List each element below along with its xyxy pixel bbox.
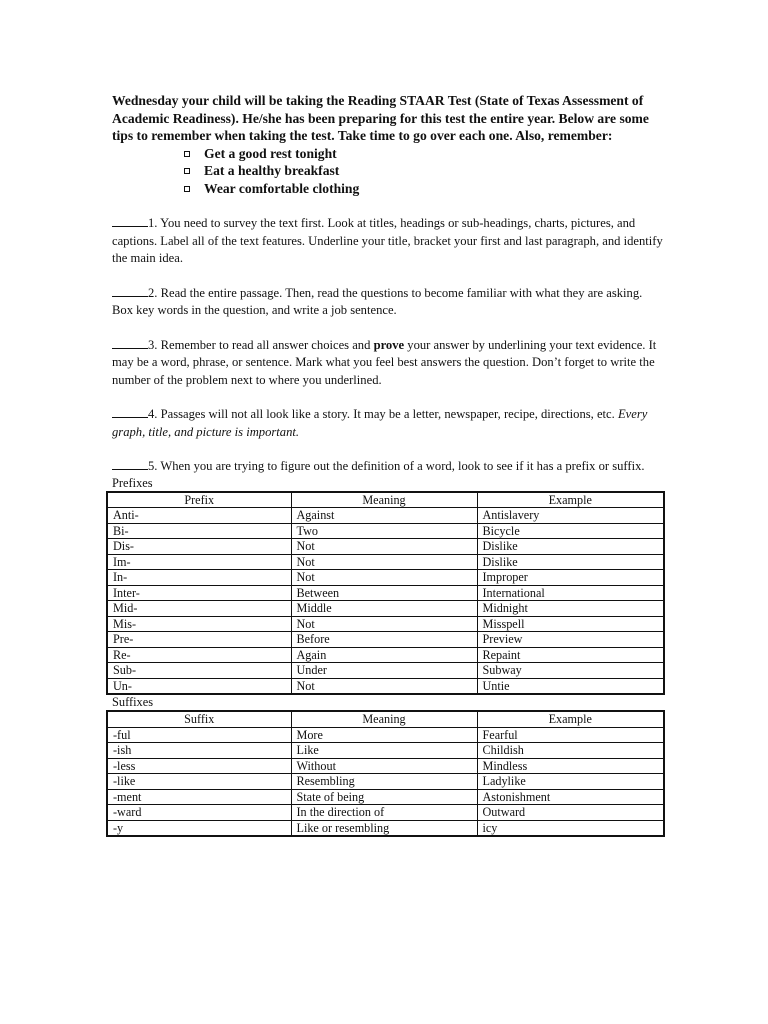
table-cell: Not bbox=[291, 554, 477, 570]
table-row bbox=[107, 632, 664, 648]
table-cell: Subway bbox=[477, 663, 664, 679]
column-header: Suffix bbox=[107, 711, 291, 727]
table-cell: Un- bbox=[107, 678, 291, 694]
suffixes-label: Suffixes bbox=[112, 695, 154, 709]
table-cell: Re- bbox=[107, 647, 291, 663]
table-cell: Without bbox=[291, 758, 477, 774]
step-5 bbox=[112, 458, 664, 476]
table-cell: -ful bbox=[107, 727, 291, 743]
step-2 bbox=[112, 285, 664, 320]
step-4-text: 4. Passages will not all look like a story. It may be a letter, newspaper, recipe, directions, etc. bbox=[148, 407, 618, 421]
table-cell: Outward bbox=[477, 805, 664, 821]
tip-text: Eat a healthy breakfast bbox=[204, 163, 340, 178]
answer-blank[interactable] bbox=[112, 285, 148, 297]
table-cell: Dislike bbox=[477, 539, 664, 555]
intro-paragraph: Wednesday your child will be taking the Reading STAAR Test (State of Texas Assessment of Academic Readiness). He/she has been preparing for this test the entire year. Below are some tips to remember when taking the test. Take time to go over each one. Also, remember: bbox=[112, 93, 649, 143]
prefixes-table-body bbox=[107, 508, 664, 695]
step-2-text: 2. Read the entire passage. Then, read the questions to become familiar with what they are asking. Box key words in the question, and write a job sentence. bbox=[112, 285, 643, 317]
table-cell: -ward bbox=[107, 805, 291, 821]
step-1-text: 1. You need to survey the text first. Look at titles, headings or sub-headings, charts, pictures, and captions. Label all of the text features. Underline your title, bracket your first and last paragraph, and identify the main idea. bbox=[112, 216, 663, 265]
table-row bbox=[107, 570, 664, 586]
table-cell: Misspell bbox=[477, 616, 664, 632]
table-cell: International bbox=[477, 585, 664, 601]
table-row bbox=[107, 647, 664, 663]
table-cell: Middle bbox=[291, 601, 477, 617]
table-row bbox=[107, 508, 664, 524]
table-row bbox=[107, 789, 664, 805]
table-cell: Bi- bbox=[107, 523, 291, 539]
step-1 bbox=[112, 215, 664, 268]
suffixes-table bbox=[106, 710, 665, 837]
table-row bbox=[107, 758, 664, 774]
step-3-text-before: 3. Remember to read all answer choices and bbox=[148, 337, 374, 352]
table-cell: Sub- bbox=[107, 663, 291, 679]
table-cell: Not bbox=[291, 539, 477, 555]
table-cell: Not bbox=[291, 570, 477, 586]
table-cell: Pre- bbox=[107, 632, 291, 648]
column-header: Example bbox=[477, 492, 664, 508]
table-row bbox=[107, 820, 664, 836]
answer-blank[interactable] bbox=[112, 337, 148, 349]
column-header: Prefix bbox=[107, 492, 291, 508]
table-cell: Again bbox=[291, 647, 477, 663]
tip-text: Get a good rest tonight bbox=[204, 145, 337, 161]
table-cell: Not bbox=[291, 678, 477, 694]
table-cell: Im- bbox=[107, 554, 291, 570]
table-row bbox=[107, 523, 664, 539]
table-cell: Mid- bbox=[107, 601, 291, 617]
step-3 bbox=[112, 337, 664, 390]
table-cell: -ment bbox=[107, 789, 291, 805]
step-5-text: 5. When you are trying to figure out the definition of a word, look to see if it has a prefix or suffix. bbox=[148, 459, 645, 473]
table-cell: Improper bbox=[477, 570, 664, 586]
table-row bbox=[107, 601, 664, 617]
column-header: Meaning bbox=[291, 492, 477, 508]
tip-text: Wear comfortable clothing bbox=[204, 180, 360, 196]
table-cell: Before bbox=[291, 632, 477, 648]
table-cell: Like or resembling bbox=[291, 820, 477, 836]
table-row bbox=[107, 743, 664, 759]
prefixes-label: Prefixes bbox=[112, 475, 153, 490]
column-header: Example bbox=[477, 711, 664, 727]
table-row bbox=[107, 805, 664, 821]
table-cell: In- bbox=[107, 570, 291, 586]
table-row bbox=[107, 663, 664, 679]
checkbox-bullet-icon bbox=[184, 186, 190, 192]
table-cell: Inter- bbox=[107, 585, 291, 601]
table-cell: Repaint bbox=[477, 647, 664, 663]
table-cell: In the direction of bbox=[291, 805, 477, 821]
step-3-text-after: your answer by underlining your text evidence. It may be a word, phrase, or sentence. Mark what you feel best answers the question. Don’t forget to write the number of the problem next to where you underlined. bbox=[112, 337, 657, 387]
tip-item bbox=[182, 180, 664, 198]
table-cell: Anti- bbox=[107, 508, 291, 524]
table-header-row bbox=[107, 711, 664, 727]
answer-blank[interactable] bbox=[112, 215, 148, 227]
step-4-italic-text: Every graph, title, and picture is important. bbox=[112, 407, 648, 439]
step-4 bbox=[112, 406, 664, 441]
table-cell: Not bbox=[291, 616, 477, 632]
step-3-bold-word: prove bbox=[373, 337, 405, 352]
table-cell: Under bbox=[291, 663, 477, 679]
checkbox-bullet-icon bbox=[184, 168, 190, 174]
table-row bbox=[107, 554, 664, 570]
table-row bbox=[107, 585, 664, 601]
table-cell: Against bbox=[291, 508, 477, 524]
table-cell: Astonishment bbox=[477, 789, 664, 805]
table-row bbox=[107, 616, 664, 632]
tips-list bbox=[112, 145, 664, 198]
answer-blank[interactable] bbox=[112, 406, 148, 418]
table-cell: Untie bbox=[477, 678, 664, 694]
table-row bbox=[107, 774, 664, 790]
table-cell: Two bbox=[291, 523, 477, 539]
table-cell: More bbox=[291, 727, 477, 743]
table-cell: Bicycle bbox=[477, 523, 664, 539]
table-cell: -like bbox=[107, 774, 291, 790]
table-cell: Preview bbox=[477, 632, 664, 648]
table-cell: State of being bbox=[291, 789, 477, 805]
answer-blank[interactable] bbox=[112, 458, 148, 470]
table-cell: Between bbox=[291, 585, 477, 601]
table-cell: -less bbox=[107, 758, 291, 774]
table-row bbox=[107, 727, 664, 743]
table-row bbox=[107, 539, 664, 555]
tip-item bbox=[182, 145, 664, 163]
tip-item bbox=[182, 162, 664, 180]
prefixes-table bbox=[106, 491, 665, 696]
column-header: Meaning bbox=[291, 711, 477, 727]
suffixes-table-body bbox=[107, 727, 664, 836]
table-cell: Ladylike bbox=[477, 774, 664, 790]
table-cell: Dislike bbox=[477, 554, 664, 570]
table-cell: Midnight bbox=[477, 601, 664, 617]
table-cell: Childish bbox=[477, 743, 664, 759]
table-cell: Mis- bbox=[107, 616, 291, 632]
table-cell: Mindless bbox=[477, 758, 664, 774]
worksheet-page bbox=[112, 92, 664, 837]
table-cell: icy bbox=[477, 820, 664, 836]
table-cell: Dis- bbox=[107, 539, 291, 555]
table-cell: Resembling bbox=[291, 774, 477, 790]
table-header-row bbox=[107, 492, 664, 508]
table-cell: -y bbox=[107, 820, 291, 836]
checkbox-bullet-icon bbox=[184, 151, 190, 157]
table-cell: Fearful bbox=[477, 727, 664, 743]
table-row bbox=[107, 678, 664, 694]
table-cell: Like bbox=[291, 743, 477, 759]
table-cell: Antislavery bbox=[477, 508, 664, 524]
table-cell: -ish bbox=[107, 743, 291, 759]
